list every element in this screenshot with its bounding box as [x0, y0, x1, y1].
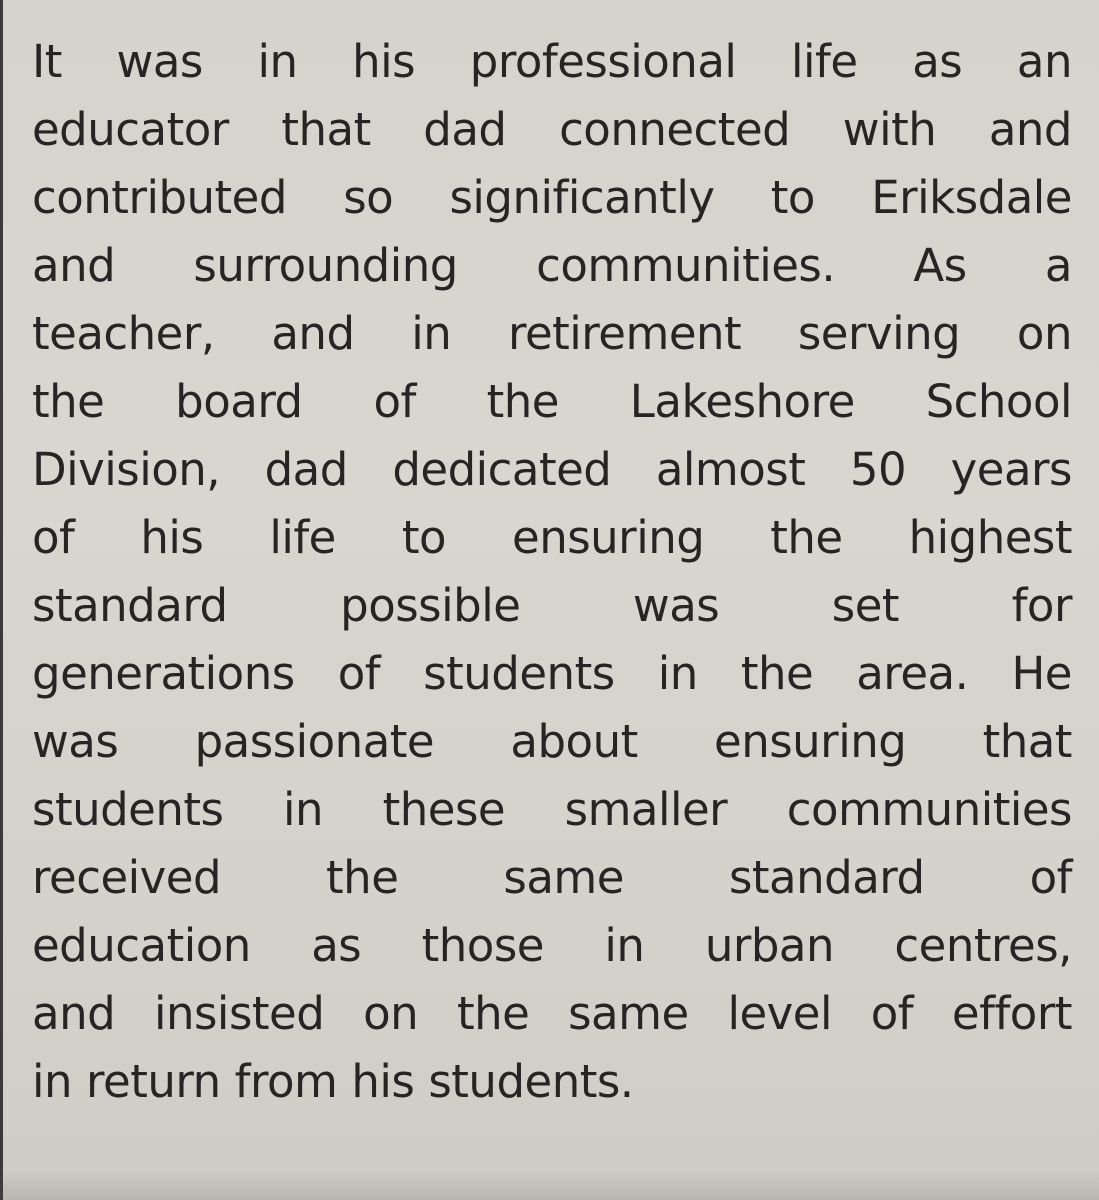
word: generations [32, 647, 295, 700]
word: was [632, 579, 720, 632]
word: years [950, 443, 1072, 496]
word: same [503, 851, 624, 904]
word: received [32, 851, 222, 904]
text-line [32, 980, 1072, 1048]
word: 50 [849, 443, 907, 496]
word: Eriksdale [871, 171, 1072, 224]
word: dad [264, 443, 348, 496]
word: almost [655, 443, 806, 496]
text-line [32, 368, 1072, 436]
text-line [32, 640, 1072, 708]
word: and [32, 987, 116, 1040]
word: on [363, 987, 419, 1040]
word: level [727, 987, 832, 1040]
word: the [486, 375, 559, 428]
word: of [1029, 851, 1072, 904]
word: in [604, 919, 645, 972]
word: as [912, 35, 963, 88]
word: those [421, 919, 544, 972]
word: connected [559, 103, 791, 156]
word: the [32, 375, 105, 428]
text-line [32, 708, 1072, 776]
word: Lakeshore [629, 375, 855, 428]
word: passionate [194, 715, 435, 768]
text-line [32, 28, 1072, 96]
word: students. [428, 1055, 634, 1108]
word: from [234, 1055, 338, 1108]
column-rule [0, 0, 3, 1200]
word: of [870, 987, 914, 1040]
word: ensuring [512, 511, 705, 564]
word: set [831, 579, 900, 632]
text-line [32, 844, 1072, 912]
text-line [32, 1048, 1072, 1116]
word: on [1016, 307, 1072, 360]
word: these [382, 783, 506, 836]
word: ensuring [714, 715, 907, 768]
word: smaller [564, 783, 728, 836]
word: contributed [32, 171, 287, 224]
word: students [32, 783, 224, 836]
word: his [140, 511, 204, 564]
word: professional [469, 35, 737, 88]
word: board [175, 375, 303, 428]
word: insisted [153, 987, 325, 1040]
word: and [271, 307, 355, 360]
word: standard [32, 579, 228, 632]
word: the [326, 851, 399, 904]
word: centres, [894, 919, 1072, 972]
word: serving [797, 307, 961, 360]
word: effort [951, 987, 1072, 1040]
word: as [311, 919, 362, 972]
word: same [568, 987, 689, 1040]
word: to [401, 511, 447, 564]
word: He [1011, 647, 1072, 700]
text-line [32, 232, 1072, 300]
word: life [791, 35, 858, 88]
text-line [32, 504, 1072, 572]
word: School [925, 375, 1072, 428]
word: an [1016, 35, 1072, 88]
word: Division, [32, 443, 221, 496]
word: his [352, 35, 416, 88]
word: the [456, 987, 530, 1040]
word: the [770, 511, 843, 564]
word: in [257, 35, 298, 88]
word: educator [32, 103, 229, 156]
word: life [269, 511, 336, 564]
word: was [32, 715, 119, 768]
word: surrounding [193, 239, 458, 292]
text-line [32, 912, 1072, 980]
word: dad [423, 103, 507, 156]
word: students [423, 647, 615, 700]
word: retirement [507, 307, 742, 360]
word: about [510, 715, 638, 768]
page-shadow [0, 1170, 1099, 1200]
word: in [32, 1055, 73, 1108]
word: was [116, 35, 203, 88]
word: that [982, 715, 1072, 768]
word: for [1011, 579, 1072, 632]
word: his [351, 1055, 415, 1108]
word: return [86, 1055, 221, 1108]
word: education [32, 919, 251, 972]
text-line [32, 96, 1072, 164]
word: with [842, 103, 937, 156]
word: of [373, 375, 416, 428]
word: area. [856, 647, 969, 700]
text-line [32, 572, 1072, 640]
word: that [281, 103, 371, 156]
word: teacher, [32, 307, 215, 360]
text-line [32, 164, 1072, 232]
text-line [32, 300, 1072, 368]
word: urban [704, 919, 834, 972]
word: a [1044, 239, 1072, 292]
word: dedicated [392, 443, 612, 496]
word: in [283, 783, 324, 836]
word: of [337, 647, 381, 700]
word: significantly [449, 171, 715, 224]
word: As [913, 239, 967, 292]
word: communities. [536, 239, 836, 292]
word: of [32, 511, 75, 564]
article-paragraph [32, 28, 1072, 1116]
word: and [988, 103, 1072, 156]
text-line [32, 776, 1072, 844]
word: It [32, 35, 62, 88]
word: in [411, 307, 452, 360]
word: and [32, 239, 116, 292]
word: to [770, 171, 815, 224]
word: the [740, 647, 814, 700]
word: communities [786, 783, 1072, 836]
word: so [343, 171, 394, 224]
text-line [32, 436, 1072, 504]
word: in [657, 647, 698, 700]
word: standard [728, 851, 925, 904]
word: possible [340, 579, 521, 632]
word: highest [908, 511, 1072, 564]
